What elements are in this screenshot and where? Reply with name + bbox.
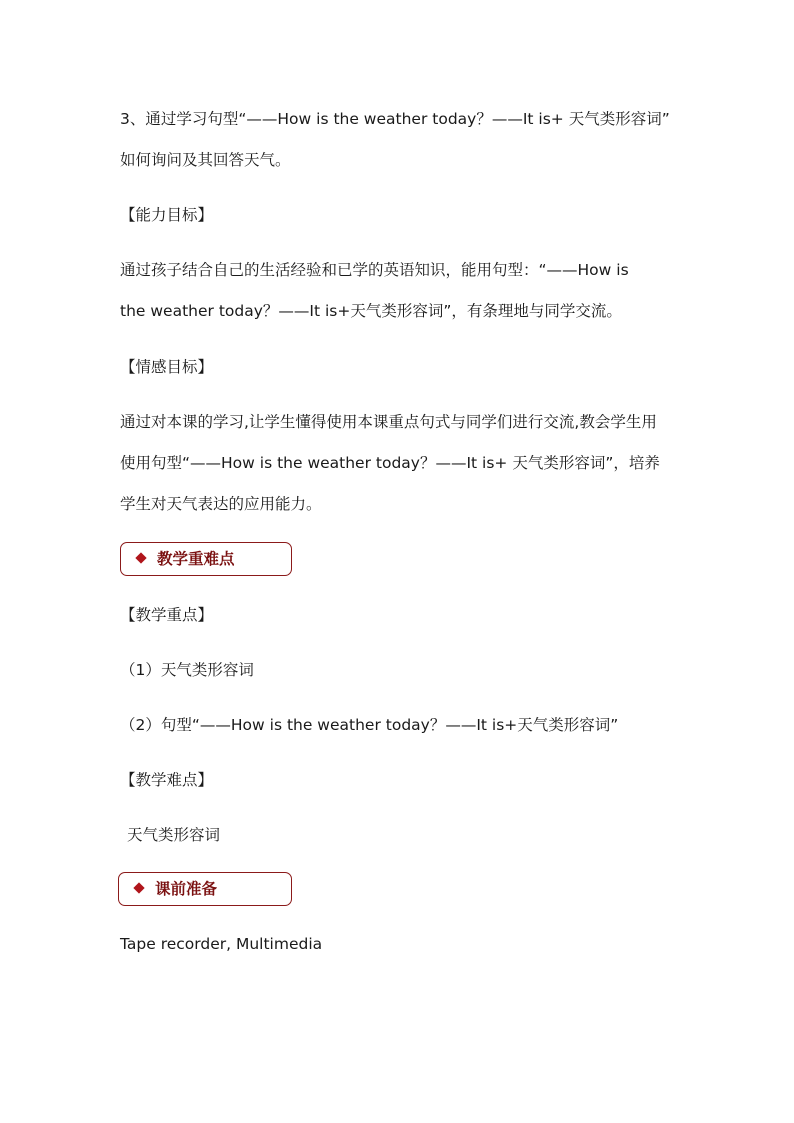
difficulty-1: 天气类形容词 bbox=[127, 826, 221, 844]
objective-3-line-1: 3、通过学习句型“——How is the weather today？——It is+ 天气类形容词” bbox=[120, 110, 670, 128]
key-point-2: （2）句型“——How is the weather today？——It is+天气类形容词” bbox=[120, 716, 619, 734]
difficulties-heading: 【教学难点】 bbox=[120, 771, 214, 789]
section-shadow bbox=[137, 906, 303, 911]
ability-line-2: the weather today？——It is+天气类形容词”，有条理地与同学交流。 bbox=[120, 302, 622, 320]
emotion-line-3: 学生对天气表达的应用能力。 bbox=[120, 495, 322, 513]
key-point-1: （1）天气类形容词 bbox=[120, 661, 254, 679]
diamond-bullet-icon bbox=[133, 882, 144, 893]
diamond-bullet-icon bbox=[135, 552, 146, 563]
preparation-text: Tape recorder, Multimedia bbox=[120, 935, 323, 953]
ability-line-1: 通过孩子结合自己的生活经验和已学的英语知识，能用句型：“——How is bbox=[120, 261, 629, 279]
section-header-key-difficult bbox=[120, 542, 292, 576]
section-header-preparation bbox=[118, 872, 292, 906]
section-shadow bbox=[139, 576, 303, 581]
section-title: 课前准备 bbox=[155, 879, 218, 898]
key-points-heading: 【教学重点】 bbox=[120, 606, 214, 624]
ability-heading: 【能力目标】 bbox=[120, 206, 214, 224]
objective-3-line-2: 如何询问及其回答天气。 bbox=[120, 151, 291, 169]
section-title: 教学重难点 bbox=[157, 549, 235, 568]
emotion-heading: 【情感目标】 bbox=[120, 358, 214, 376]
emotion-line-2: 使用句型“——How is the weather today？——It is+ 天气类形容词”，培养 bbox=[120, 454, 660, 472]
emotion-line-1: 通过对本课的学习,让学生懂得使用本课重点句式与同学们进行交流,教会学生用 bbox=[120, 413, 657, 431]
